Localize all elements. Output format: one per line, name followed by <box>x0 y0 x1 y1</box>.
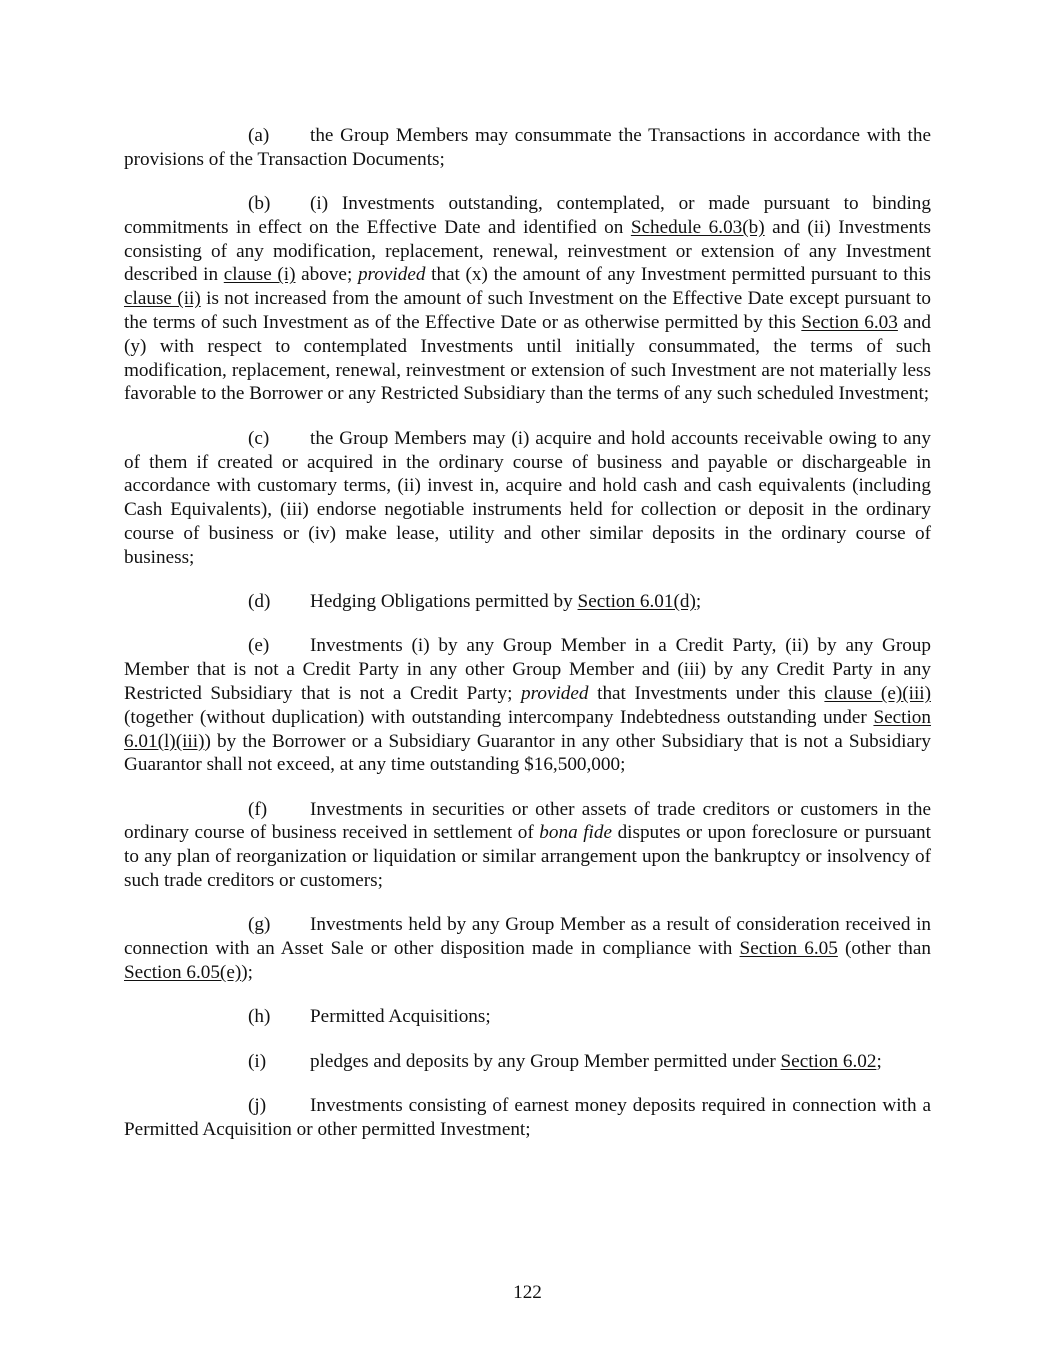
clause-text: ; <box>695 591 702 613</box>
clause-text: the Group Members may (i) acquire and hold accounts receivable owing to any of them if created or acquired in the ordinary course of business and payable or dischargeable in accordance with customary terms, (ii) invest in, acquire and hold cash and cash equivalents (including Cash Equivalents), (iii) endorse negotiable instruments held for collection or deposit in the ordinary course of business or (iv) make lease, utility and other similar deposits in the ordinary course of business; <box>124 427 931 568</box>
clause-text: (other than <box>837 938 932 960</box>
clause-text: (i) Investments outstanding, contemplated, or made pursuant to binding commitments in effect on the Effective Date and identified on <box>124 193 931 238</box>
cross-reference: Section 6.01(d) <box>577 591 696 613</box>
clause-text: ; <box>876 1050 882 1072</box>
clause-text: is not increased from the amount of such Investment on the Effective Date except pursuant to the terms of such Investment as of the Effective Date or as otherwise permitted by this <box>124 288 931 334</box>
clause-label: (j) <box>248 1094 267 1116</box>
clause-text: Investments in securities or other assets of trade creditors or customers in the ordinary course of business received in settlement of <box>124 798 931 844</box>
clause-label: (g) <box>248 914 271 936</box>
clause-j <box>124 1094 931 1142</box>
clause-text: Investments consisting of earnest money deposits required in connection with a Permitted Acquisition or other permitted Investment; <box>124 1094 931 1140</box>
page-number: 122 <box>513 1282 542 1303</box>
cross-reference: Section 6.01(l)(iii) <box>124 706 931 752</box>
emphasis-term: provided <box>521 682 589 704</box>
clause-label: (a) <box>248 125 270 146</box>
clause-label: (h) <box>248 1006 271 1028</box>
clause-text: and (ii) Investments consisting of any modification, replacement, renewal, reinvestment or extension of any Investment described in <box>124 216 931 286</box>
clause-text: Permitted Acquisitions; <box>310 1006 491 1028</box>
clause-d <box>124 590 931 614</box>
clause-text: the Group Members may consummate the Transactions in accordance with the provisions of the Transaction Documents; <box>124 125 931 170</box>
clause-b <box>124 192 931 406</box>
clause-text: that (x) the amount of any Investment permitted pursuant to this <box>425 264 931 286</box>
clause-label: (i) <box>248 1050 267 1072</box>
cross-reference: Section 6.05 <box>739 938 838 960</box>
emphasis-term: provided <box>357 264 426 286</box>
clause-text: ); <box>241 961 253 983</box>
clause-text: Investments (i) by any Group Member in a Credit Party, (ii) by any Group Member that is not a Credit Party in any other Group Member and (iii) by any Credit Party in any Restricted Subsidiary that is not a Credit Party; <box>124 635 931 704</box>
cross-reference: Section 6.02 <box>780 1050 877 1072</box>
clause-g <box>124 913 931 984</box>
clause-text: disputes or upon foreclosure or pursuant to any plan of reorganization or liquidation or similar arrangement upon the bankruptcy or insolvency of such trade creditors or customers; <box>124 822 931 892</box>
clause-a <box>124 124 931 172</box>
clause-label: (e) <box>248 635 270 657</box>
clause-text: (together (without duplication) with outstanding intercompany Indebtedness outstanding under <box>124 706 874 728</box>
clause-label: (b) <box>248 193 271 215</box>
cross-reference: clause (ii) <box>124 288 201 310</box>
clause-h <box>124 1005 931 1029</box>
clause-text: and (y) with respect to contemplated Investments until initially consummated, the terms of such modification, replacement, renewal, reinvestment or extension of such Investment are not materially less favorable to the Borrower or any Restricted Subsidiary than the terms of any such scheduled Investment; <box>124 312 931 405</box>
clause-text: that Investments under this <box>588 682 825 704</box>
cross-reference: Section 6.05(e) <box>124 961 242 983</box>
cross-reference: clause (i) <box>223 264 296 286</box>
clause-c <box>124 427 931 570</box>
clause-label: (c) <box>248 427 270 449</box>
clause-text: Investments held by any Group Member as a result of consideration received in connection with an Asset Sale or other disposition made in compliance with <box>124 914 931 960</box>
document-body <box>124 124 931 1162</box>
cross-reference: clause (e)(iii) <box>824 682 931 704</box>
clause-label: (d) <box>248 591 271 613</box>
clause-e <box>124 634 931 777</box>
cross-reference: Schedule 6.03(b) <box>630 216 765 238</box>
clause-text: above; <box>295 264 358 286</box>
clause-text: pledges and deposits by any Group Member permitted under <box>310 1050 781 1072</box>
clause-text: ) by the Borrower or a Subsidiary Guarantor in any other Subsidiary that is not a Subsidiary Guarantor shall not exceed, at any time outstanding $16,500,000; <box>124 730 931 776</box>
clause-i <box>124 1050 931 1074</box>
clause-text: Hedging Obligations permitted by <box>310 591 578 613</box>
clause-label: (f) <box>248 798 268 820</box>
cross-reference: Section 6.03 <box>801 312 898 334</box>
clause-f <box>124 798 931 893</box>
emphasis-term: bona fide <box>539 822 613 844</box>
